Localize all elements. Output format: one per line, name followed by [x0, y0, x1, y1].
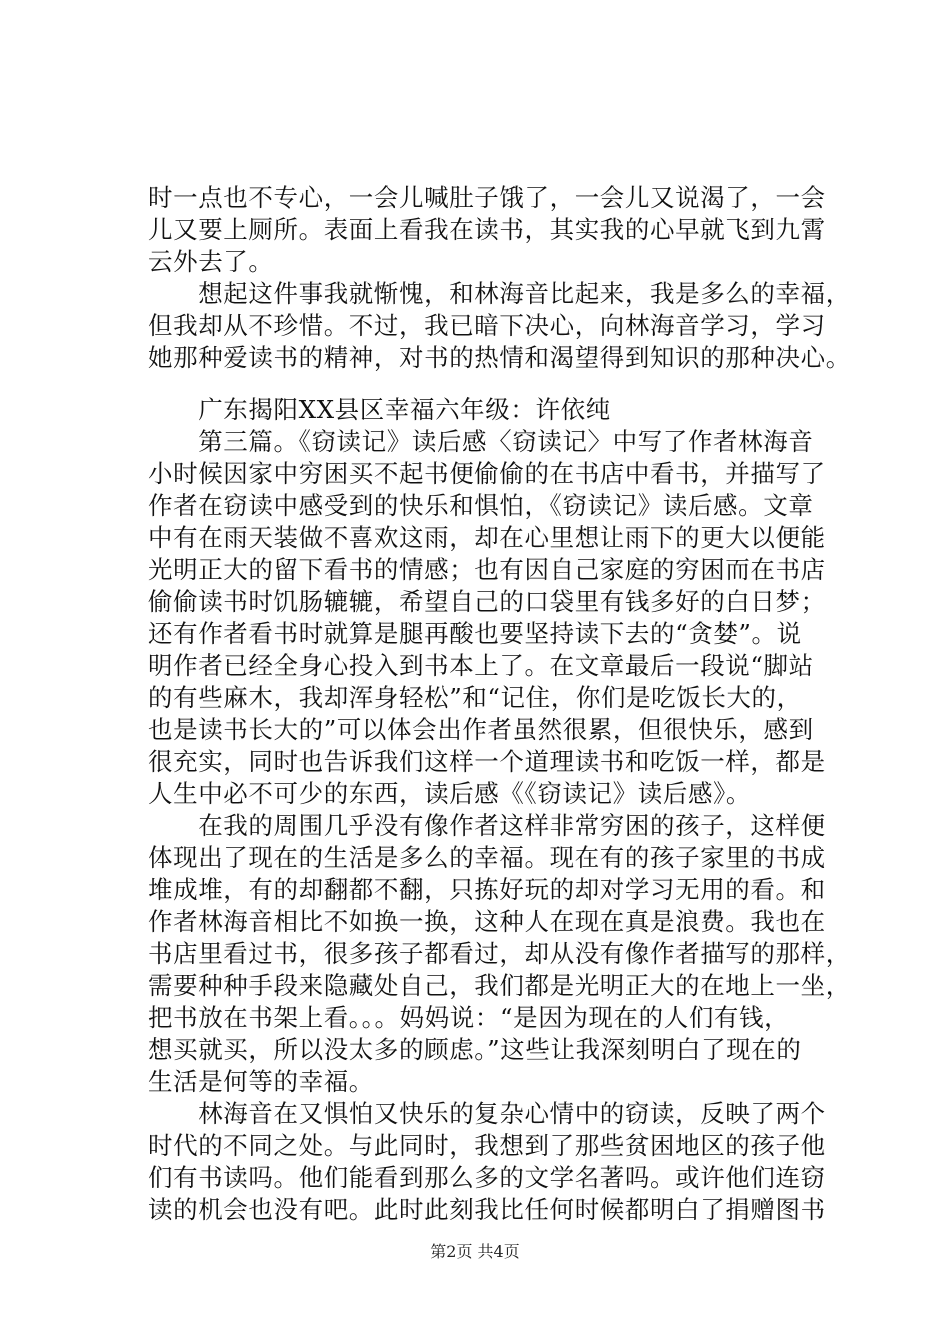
text-line: 第三篇。《窃读记》读后感〈窃读记〉中写了作者林海音 — [148, 427, 814, 456]
text-line: 林海音在又惧怕又快乐的复杂心情中的窃读，反映了两个 — [148, 1099, 826, 1128]
text-line: 们有书读吗。他们能看到那么多的文学名著吗。或许他们连窃 — [148, 1163, 826, 1192]
text-line: 中有在雨天装做不喜欢这雨，却在心里想让雨下的更大以便能 — [148, 523, 826, 552]
text-line: 的有些麻木，我却浑身轻松”和“记住，你们是吃饭长大的， — [148, 683, 802, 712]
text-line: 想起这件事我就惭愧，和林海音比起来，我是多么的幸福， — [148, 279, 851, 308]
text-line: 想买就买，所以没太多的顾虑。”这些让我深刻明白了现在的 — [148, 1035, 802, 1064]
text-line: 把书放在书架上看。。。妈妈说：“是因为现在的人们有钱， — [148, 1003, 790, 1032]
text-line: 时代的不同之处。与此同时，我想到了那些贫困地区的孩子他 — [148, 1131, 826, 1160]
text-line: 人生中必不可少的东西，读后感《《窃读记》读后感》。 — [148, 779, 751, 808]
text-line: 书店里看过书，很多孩子都看过，却从没有像作者描写的那样， — [148, 939, 851, 968]
text-line: 时一点也不专心，一会儿喊肚子饿了，一会儿又说渴了，一会 — [148, 183, 826, 212]
text-line: 小时候因家中穷困买不起书便偷偷的在书店中看书，并描写了 — [148, 459, 826, 488]
text-line: 在我的周围几乎没有像作者这样非常穷困的孩子，这样便 — [148, 811, 826, 840]
text-line: 云外去了。 — [148, 247, 274, 276]
text-line: 读的机会也没有吧。此时此刻我比任何时候都明白了捐赠图书 — [148, 1195, 826, 1224]
text-line: 作者在窃读中感受到的快乐和惧怕，《窃读记》读后感。文章 — [148, 491, 814, 520]
text-line: 还有作者看书时就算是腿再酸也要坚持读下去的“贪婪”。说 — [148, 619, 802, 648]
text-line: 她那种爱读书的精神，对书的热情和渴望得到知识的那种决心。 — [148, 343, 851, 372]
text-line: 生活是何等的幸福。 — [148, 1067, 374, 1096]
text-line: 堆成堆，有的却翻都不翻，只拣好玩的却对学习无用的看。和 — [148, 875, 826, 904]
text-line: 很充实，同时也告诉我们这样一个道理读书和吃饭一样，都是 — [148, 747, 826, 776]
text-line: 儿又要上厕所。表面上看我在读书，其实我的心早就飞到九霄 — [148, 215, 826, 244]
text-line: 明作者已经全身心投入到书本上了。在文章最后一段说“脚站 — [148, 651, 814, 680]
text-line: 但我却从不珍惜。不过，我已暗下决心，向林海音学习，学习 — [148, 311, 826, 340]
text-line: 偷偷读书时饥肠辘辘，希望自己的口袋里有钱多好的白日梦； — [148, 587, 826, 616]
text-line: 作者林海音相比不如换一换，这种人在现在真是浪费。我也在 — [148, 907, 826, 936]
author-line: 广东揭阳XX县区幸福六年级：许依纯 — [148, 395, 611, 424]
text-line: 需要种种手段来隐藏处自己，我们都是光明正大的在地上一坐， — [148, 971, 851, 1000]
text-line: 也是读书长大的”可以体会出作者虽然很累，但很快乐，感到 — [148, 715, 814, 744]
page-footer: 第2页 共4页 — [430, 1242, 520, 1261]
text-line: 体现出了现在的生活是多么的幸福。现在有的孩子家里的书成 — [148, 843, 826, 872]
text-line: 光明正大的留下看书的情感；也有因自己家庭的穷困而在书店 — [148, 555, 826, 584]
